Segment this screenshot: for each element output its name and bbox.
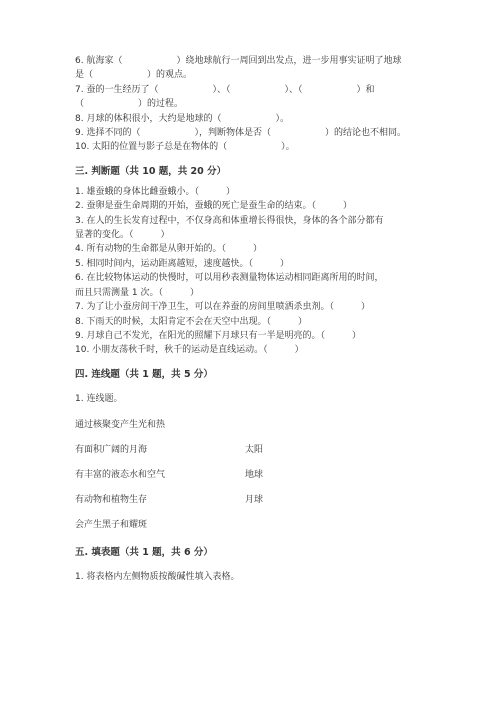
question-line: 6. 在比较物体运动的快慢时，可以用秒表测量物体运动相同距离所用的时间， [75,273,384,284]
match-left-item: 会产生黑子和耀斑 [75,520,148,531]
section-matching [75,368,435,532]
section-title: 三. 判断题（共 10 题，共 20 分） [75,165,227,177]
question-line: 而且只需测量 1 次。（ ） [75,287,199,298]
question-line: 9. 月球自己不发光，在阳光的照耀下月球只有一半是明亮的。（ ） [75,330,361,341]
question-line: 6. 航海家（ ）绕地球航行一周回到出发点，进一步用事实证明了地球 [75,56,402,66]
question-line: 1. 雄蚕蛾的身体比雌蚕蛾小。（ ） [75,186,235,197]
question-line: 8. 下雨天的时候，太阳肯定不会在天空中出现。（ ） [75,316,307,327]
question-line: 2. 蚕卵是蚕生命周期的开始，蚕蛾的死亡是蚕生命的结束。（ ） [75,201,352,212]
question-line: 10. 小朋友荡秋千时，秋千的运动是直线运动。（ ） [75,345,304,356]
match-item [75,518,435,532]
question-line: 10. 太阳的位置与影子总是在物体的（ ）。 [75,142,295,153]
question-line: 7. 蚕的一生经历了（ ）、（ ）、（ ）和 [75,84,375,95]
section-title: 五. 填表题（共 1 题，共 6 分） [75,547,213,559]
question-line: 8. 月球的体积很小，大约是地球的（ ）。 [75,113,289,124]
match-left-item: 有动物和植物生存 [75,495,148,506]
match-item [75,418,435,432]
question-line: 5. 相同时间内，运动距离越短，速度越快。（ ） [75,258,289,269]
section-title: 四. 连线题（共 1 题，共 5 分） [75,368,213,380]
section-true-false [75,165,435,358]
worksheet-page [75,54,435,585]
question-line: 显著的变化。（ ） [75,230,170,241]
section-table-fill [75,546,435,584]
match-left-item: 有面积广阔的月海 [75,445,148,456]
question-line: 3. 在人的生长发育过程中，不仅身高和体重增长得很快，身体的各个部分都有 [75,215,384,226]
match-item [75,468,435,482]
question-line: 1. 将表格内左侧物质按酸碱性填入表格。 [75,572,240,583]
match-item [75,443,435,457]
match-left-item: 通过核聚变产生光和热 [75,420,166,431]
question-line: 4. 所有动物的生命都是从卵开始的。（ ） [75,244,262,255]
match-right-item: 太阳 [245,445,264,456]
question-line: 是（ ）的观点。 [75,70,193,81]
question-line: 9. 选择不同的（ ），判断物体是否（ ）的结论也不相同。 [75,128,406,139]
question-line: （ ）的过程。 [75,99,184,110]
match-item [75,493,435,507]
fill-in-continued [75,54,435,155]
question-line: 1. 连线题。 [75,393,123,404]
question-line: 7. 为了让小蚕房间干净卫生，可以在养蚕的房间里喷洒杀虫剂。（ ） [75,302,370,313]
match-left-item: 有丰富的液态水和空气 [75,470,166,481]
match-right-item: 月球 [245,495,264,506]
match-right-item: 地球 [245,470,264,481]
